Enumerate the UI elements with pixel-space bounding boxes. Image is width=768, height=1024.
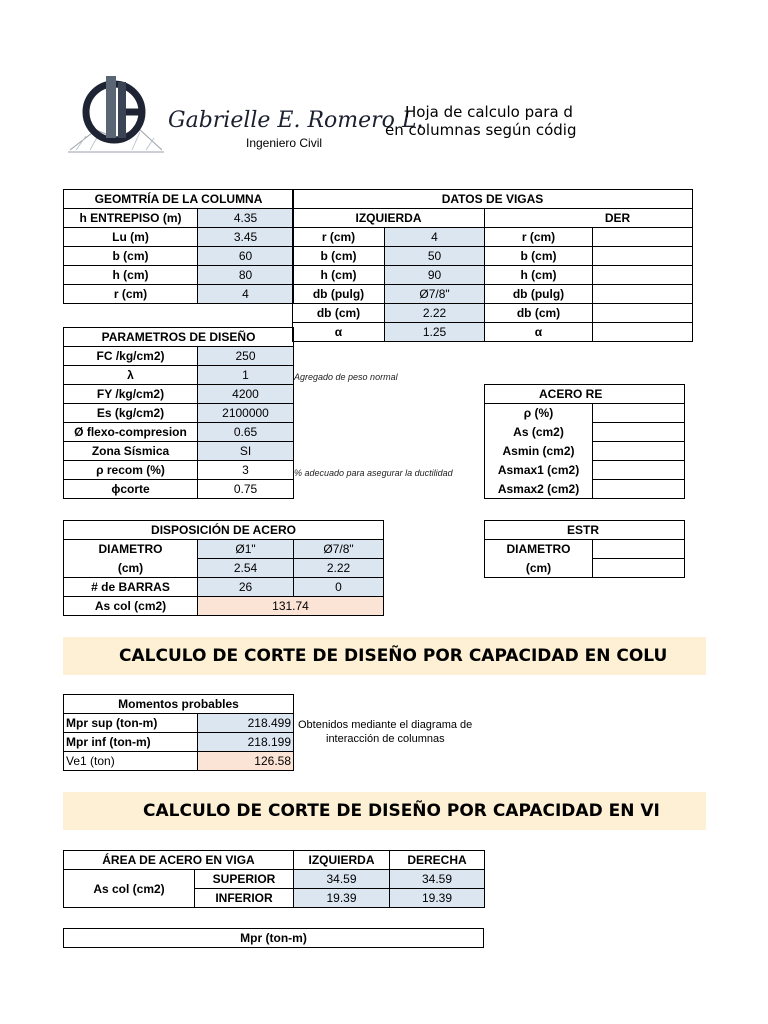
steel-ref-label: ρ (%) (485, 404, 593, 423)
shear-label: Ve1 (ton) (64, 752, 198, 771)
bars-count-value[interactable]: 26 (198, 578, 294, 597)
design-value[interactable]: SI (198, 442, 294, 461)
moment-value[interactable]: 218.199 (198, 733, 294, 752)
inferior-right-value[interactable]: 19.39 (390, 889, 485, 908)
steel-ref-label: Asmax1 (cm2) (485, 461, 593, 480)
beam-right-value[interactable] (593, 228, 693, 247)
as-col-label: As col (cm2) (64, 597, 198, 616)
beam-shear-banner (63, 792, 706, 830)
beam-steel-row-label: As col (cm2) (64, 870, 195, 908)
design-value[interactable]: 0.75 (198, 480, 294, 499)
beam-value[interactable]: 4 (385, 228, 485, 247)
stirrups-cm-label: (cm) (485, 559, 593, 578)
column-shear-banner (63, 637, 706, 675)
diameter-label: DIAMETRO (64, 540, 198, 559)
geometry-label: r (cm) (64, 285, 198, 304)
beam-value[interactable]: 50 (385, 247, 485, 266)
beam-label: db (cm) (293, 304, 385, 323)
beam-label: α (293, 323, 385, 342)
beam-steel-title: ÁREA DE ACERO EN VIGA (64, 851, 294, 870)
diameter-value[interactable]: Ø7/8" (294, 540, 384, 559)
beam-right-label: b (cm) (485, 247, 593, 266)
design-value[interactable]: 1 (198, 366, 294, 385)
geometry-label: Lu (m) (64, 228, 198, 247)
beam-label: b (cm) (293, 247, 385, 266)
design-label: Es (kg/cm2) (64, 404, 198, 423)
beam-value[interactable]: 1.25 (385, 323, 485, 342)
beam-steel-area-table (63, 850, 485, 908)
superior-label: SUPERIOR (195, 870, 294, 889)
design-value[interactable]: 3 (198, 461, 294, 480)
beam-right-value[interactable] (593, 323, 693, 342)
steel-ref-label: Asmax2 (cm2) (485, 480, 593, 499)
beam-right-label: db (cm) (485, 304, 593, 323)
design-label: FC /kg/cm2) (64, 347, 198, 366)
column-shear-banner-text: CALCULO DE CORTE DE DISEÑO POR CAPACIDAD EN COLU (119, 646, 668, 666)
beam-value[interactable]: 90 (385, 266, 485, 285)
steel-ref-value[interactable] (593, 461, 685, 480)
beam-right-label: h (cm) (485, 266, 593, 285)
beam-steel-col-right: DERECHA (390, 851, 485, 870)
beam-label: db (pulg) (293, 285, 385, 304)
design-value[interactable]: 0.65 (198, 423, 294, 442)
superior-right-value[interactable]: 34.59 (390, 870, 485, 889)
diameter-value[interactable]: Ø1" (198, 540, 294, 559)
design-label: FY /kg/cm2) (64, 385, 198, 404)
steel-ref-title: ACERO RE (485, 385, 685, 404)
stirrups-diameter-label: DIAMETRO (485, 540, 593, 559)
beam-label: h (cm) (293, 266, 385, 285)
stirrups-diameter-value[interactable] (593, 540, 685, 559)
diameter-cm-value[interactable]: 2.54 (198, 559, 294, 578)
design-label: ρ recom (%) (64, 461, 198, 480)
beam-right-label: db (pulg) (485, 285, 593, 304)
steel-ref-value[interactable] (593, 423, 685, 442)
profession-label: Ingeniero Civil (246, 136, 323, 150)
bars-count-value[interactable]: 0 (294, 578, 384, 597)
sheet-title-line1: Hoja de calculo para d (405, 103, 573, 121)
steel-layout-table (63, 520, 384, 616)
geometry-value[interactable]: 60 (198, 247, 294, 266)
steel-reference-table (484, 384, 685, 499)
beam-right-value[interactable] (593, 247, 693, 266)
column-geometry-table (63, 189, 294, 304)
beam-right-label: α (485, 323, 593, 342)
steel-ref-value[interactable] (593, 404, 685, 423)
geometry-label: h ENTREPISO (m) (64, 209, 198, 228)
sheet-title-line2: en columnas según códig (385, 121, 577, 139)
design-value[interactable]: 2100000 (198, 404, 294, 423)
mpr-table (63, 928, 484, 948)
steel-ref-value[interactable] (593, 442, 685, 461)
company-name: Gabrielle E. Romero L. (168, 108, 424, 133)
geometry-label: h (cm) (64, 266, 198, 285)
geometry-value[interactable]: 4.35 (198, 209, 294, 228)
geometry-value[interactable]: 80 (198, 266, 294, 285)
moments-note-line2: interacción de columnas (326, 733, 445, 745)
design-label: Zona Sísmica (64, 442, 198, 461)
beam-value[interactable]: 2.22 (385, 304, 485, 323)
moments-note-line1: Obtenidos mediante el diagrama de (298, 719, 473, 731)
shear-value: 126.58 (198, 752, 294, 771)
stirrups-cm-value[interactable] (593, 559, 685, 578)
beam-data-table (292, 189, 693, 342)
geometry-value[interactable]: 3.45 (198, 228, 294, 247)
geometry-label: b (cm) (64, 247, 198, 266)
beam-right-value[interactable] (593, 266, 693, 285)
diameter-cm-label: (cm) (64, 559, 198, 578)
beam-right-label: r (cm) (485, 228, 593, 247)
steel-ref-label: As (cm2) (485, 423, 593, 442)
moment-label: Mpr inf (ton-m) (64, 733, 198, 752)
design-parameters-table (63, 327, 294, 499)
stirrups-table (484, 520, 685, 578)
mpr-title: Mpr (ton-m) (64, 929, 484, 948)
beam-right-value[interactable] (593, 285, 693, 304)
beam-steel-col-left: IZQUIERDA (294, 851, 390, 870)
design-label: Ø flexo-compresion (64, 423, 198, 442)
beam-value[interactable]: Ø7/8" (385, 285, 485, 304)
design-value[interactable]: 250 (198, 347, 294, 366)
design-label: ϕcorte (64, 480, 198, 499)
geometry-value[interactable]: 4 (198, 285, 294, 304)
probable-moments-table (63, 694, 294, 771)
beam-left-title: IZQUIERDA (293, 209, 485, 228)
superior-left-value[interactable]: 34.59 (294, 870, 390, 889)
geometry-title: GEOMTRÍA DE LA COLUMNA (64, 190, 294, 209)
beam-shear-banner-text: CALCULO DE CORTE DE DISEÑO POR CAPACIDAD EN VI (143, 801, 660, 821)
note-ductility: % adecuado para asegurar la ductilidad (294, 468, 453, 478)
design-label: λ (64, 366, 198, 385)
beam-right-title: DER (485, 209, 693, 228)
beam-right-value[interactable] (593, 304, 693, 323)
as-col-value: 131.74 (198, 597, 384, 616)
stirrups-title: ESTR (485, 521, 685, 540)
steel-ref-value[interactable] (593, 480, 685, 499)
inferior-label: INFERIOR (195, 889, 294, 908)
bars-count-label: # de BARRAS (64, 578, 198, 597)
beam-data-title: DATOS DE VIGAS (293, 190, 693, 209)
steel-layout-title: DISPOSICIÓN DE ACERO (64, 521, 384, 540)
inferior-left-value[interactable]: 19.39 (294, 889, 390, 908)
moment-value[interactable]: 218.499 (198, 714, 294, 733)
moments-title: Momentos probables (64, 695, 294, 714)
design-value[interactable]: 4200 (198, 385, 294, 404)
beam-label: r (cm) (293, 228, 385, 247)
moment-label: Mpr sup (ton-m) (64, 714, 198, 733)
diameter-cm-value[interactable]: 2.22 (294, 559, 384, 578)
design-title: PARAMETROS DE DISEÑO (64, 328, 294, 347)
note-normal-weight: Agregado de peso normal (294, 372, 398, 382)
steel-ref-label: Asmin (cm2) (485, 442, 593, 461)
